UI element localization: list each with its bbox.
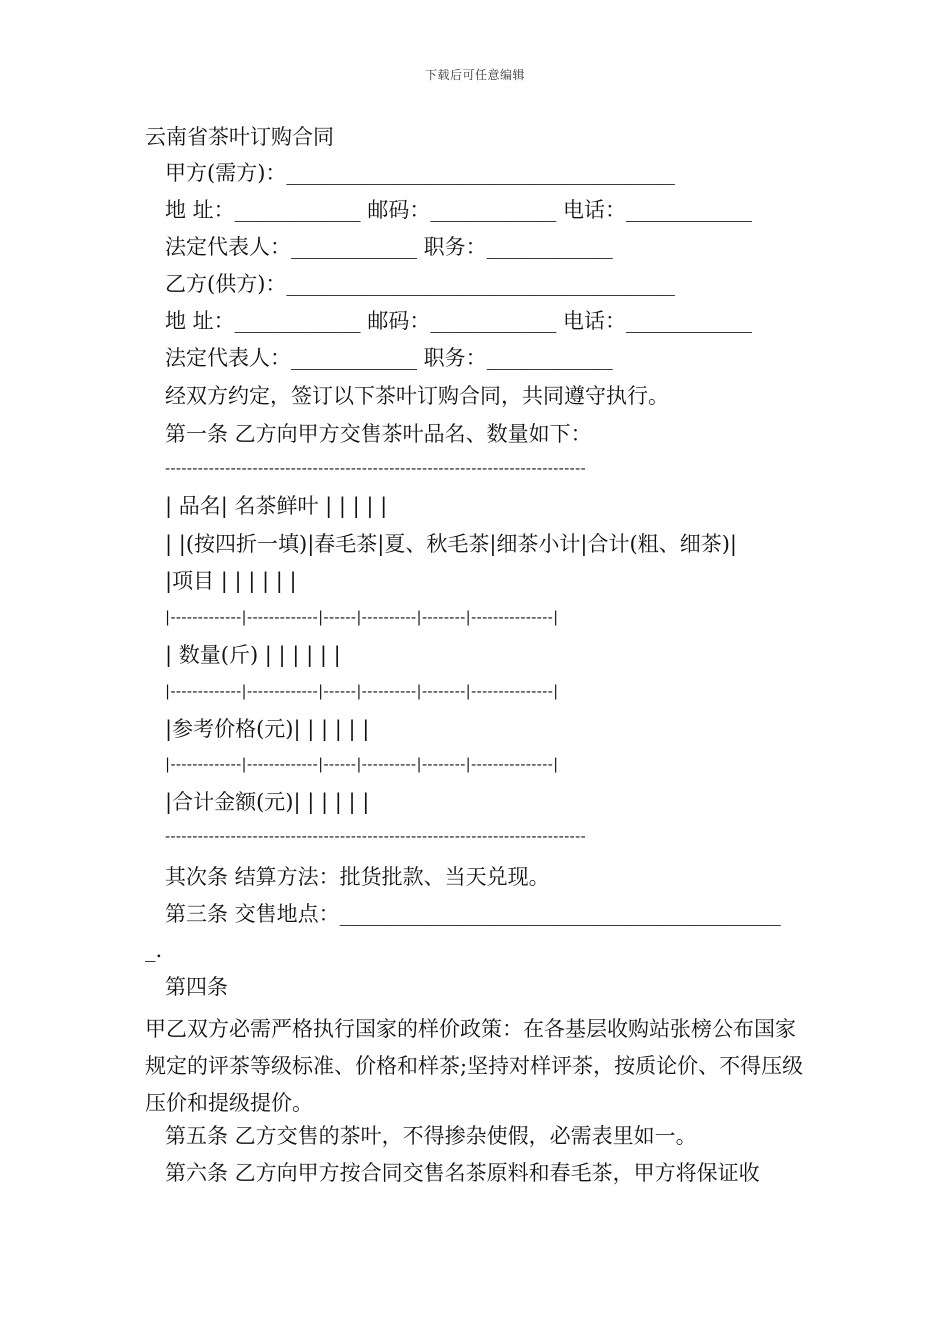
article-4-title: 第四条 bbox=[165, 975, 228, 999]
article-5: 第五条 乙方交售的茶叶，不得掺杂使假，必需表里如一。 bbox=[165, 1124, 697, 1148]
table-rule-top: ----------------------------------------------------------------------------- bbox=[165, 459, 587, 477]
article-1: 第一条 乙方向甲方交售茶叶品名、数量如下： bbox=[165, 422, 592, 446]
table-separator: |-------------|-------------|------|----------|--------|---------------| bbox=[165, 682, 559, 700]
party-a-address-line: 地 址：____________ 邮码：____________ 电话：____________ bbox=[165, 198, 753, 222]
table-row-price: |参考价格(元)| | | | | | bbox=[165, 717, 370, 741]
article-6: 第六条 乙方向甲方按合同交售名茶原料和春毛茶，甲方将保证收 bbox=[165, 1161, 760, 1185]
party-a-name-line: 甲方(需方)：_____________________________________ bbox=[165, 161, 675, 185]
table-row-sub: | |(按四折一填)|春毛茶|夏、秋毛茶|细茶小计|合计(粗、细茶)| bbox=[165, 532, 737, 556]
party-b-rep-line: 法定代表人：____________ 职务：____________ bbox=[165, 346, 613, 370]
table-separator: |-------------|-------------|------|----------|--------|---------------| bbox=[165, 608, 559, 626]
table-rule-bottom: ----------------------------------------------------------------------------- bbox=[165, 827, 587, 845]
article-3: 第三条 交售地点：__________________________________________ bbox=[165, 902, 781, 926]
article-4-body: 甲乙双方必需严格执行国家的样价政策：在各基层收购站张榜公布国家规定的评茶等级标准、价格和样茶;坚持对样评茶，按质论价、不得压级压价和提级提价。 bbox=[145, 1017, 804, 1115]
contract-title: 云南省茶叶订购合同 bbox=[145, 125, 334, 149]
table-row-name: | 品名| 名茶鲜叶 | | | | | bbox=[165, 494, 388, 518]
article-3-tail: _. bbox=[145, 938, 163, 962]
intro-text: 经双方约定，签订以下茶叶订购合同，共同遵守执行。 bbox=[165, 384, 669, 408]
party-b-name-line: 乙方(供方)：_____________________________________ bbox=[165, 272, 675, 296]
table-row-qty: | 数量(斤) | | | | | | bbox=[165, 643, 341, 667]
party-a-rep-line: 法定代表人：____________ 职务：____________ bbox=[165, 235, 613, 259]
table-row-total: |合计金额(元)| | | | | | bbox=[165, 790, 370, 814]
article-2: 其次条 结算方法：批货批款、当天兑现。 bbox=[165, 865, 550, 889]
party-b-address-line: 地 址：____________ 邮码：____________ 电话：____________ bbox=[165, 309, 753, 333]
table-row-item: |项目 | | | | | | bbox=[165, 569, 297, 593]
table-separator: |-------------|-------------|------|----------|--------|---------------| bbox=[165, 755, 559, 773]
header-note: 下载后可任意编辑 bbox=[424, 68, 525, 82]
